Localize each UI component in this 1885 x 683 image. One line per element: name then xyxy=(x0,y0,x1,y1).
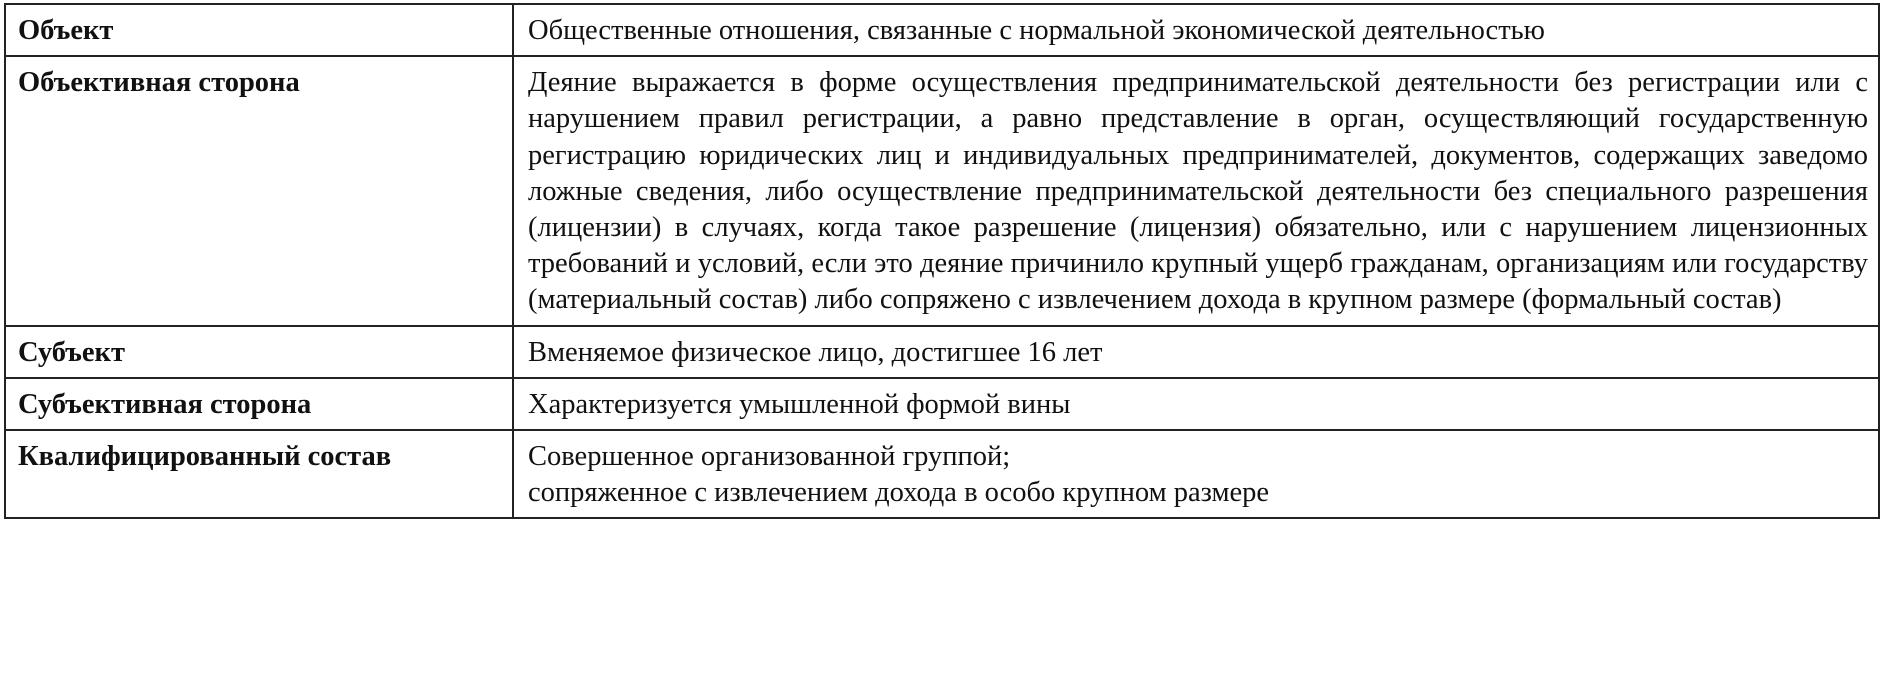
row-value-objective-side xyxy=(513,56,1879,325)
row-value-object xyxy=(513,4,1879,56)
value-line: сопряженное с извлечением дохода в особо крупном размере xyxy=(528,477,1270,509)
value-line: Совершенное организованной группой; xyxy=(528,441,1011,473)
row-value-subject xyxy=(513,326,1879,378)
row-value-subjective-side xyxy=(513,378,1879,430)
row-label-object: Объект xyxy=(5,4,513,56)
table-row xyxy=(5,378,1879,430)
row-label-subject: Субъект xyxy=(5,326,513,378)
table-row xyxy=(5,4,1879,56)
value-line: Общественные отношения, связанные с нормальной экономической деятельностью xyxy=(528,15,1545,46)
row-label-objective-side: Объективная сторона xyxy=(5,56,513,325)
value-line: Вменяемое физическое лицо, достигшее 16 лет xyxy=(528,336,1103,368)
row-label-qualified-composition: Квалифицированный состав xyxy=(5,430,513,518)
table xyxy=(4,3,1880,519)
crime-elements-table xyxy=(4,3,1880,519)
value-line: Характеризуется умышленной формой вины xyxy=(528,388,1071,420)
value-line: Деяние выражается в форме осуществления предпринимательской деятельности без регистрации или с нарушением правил регистрации, а равно представление в орган, осуществляющий государственную регистрацию юридических лиц и индивидуальных предпринимателей, документов, содержащих заведомо ложные сведения, либо осуществление предпринимательской деятельности без специального разрешения (лицензии) в случаях, когда такое разрешение (лицензия) обязательно, или с нарушением лицензионных требований и условий, если это деяние причинило крупный ущерб гражданам, организациям или государству (материальный состав) либо сопряжено с извлечением дохода в крупном размере (формальный состав) xyxy=(528,67,1868,316)
table-row xyxy=(5,430,1879,518)
table-row xyxy=(5,56,1879,325)
row-value-qualified-composition xyxy=(513,430,1879,518)
row-label-subjective-side: Субъективная сторона xyxy=(5,378,513,430)
table-row xyxy=(5,326,1879,378)
